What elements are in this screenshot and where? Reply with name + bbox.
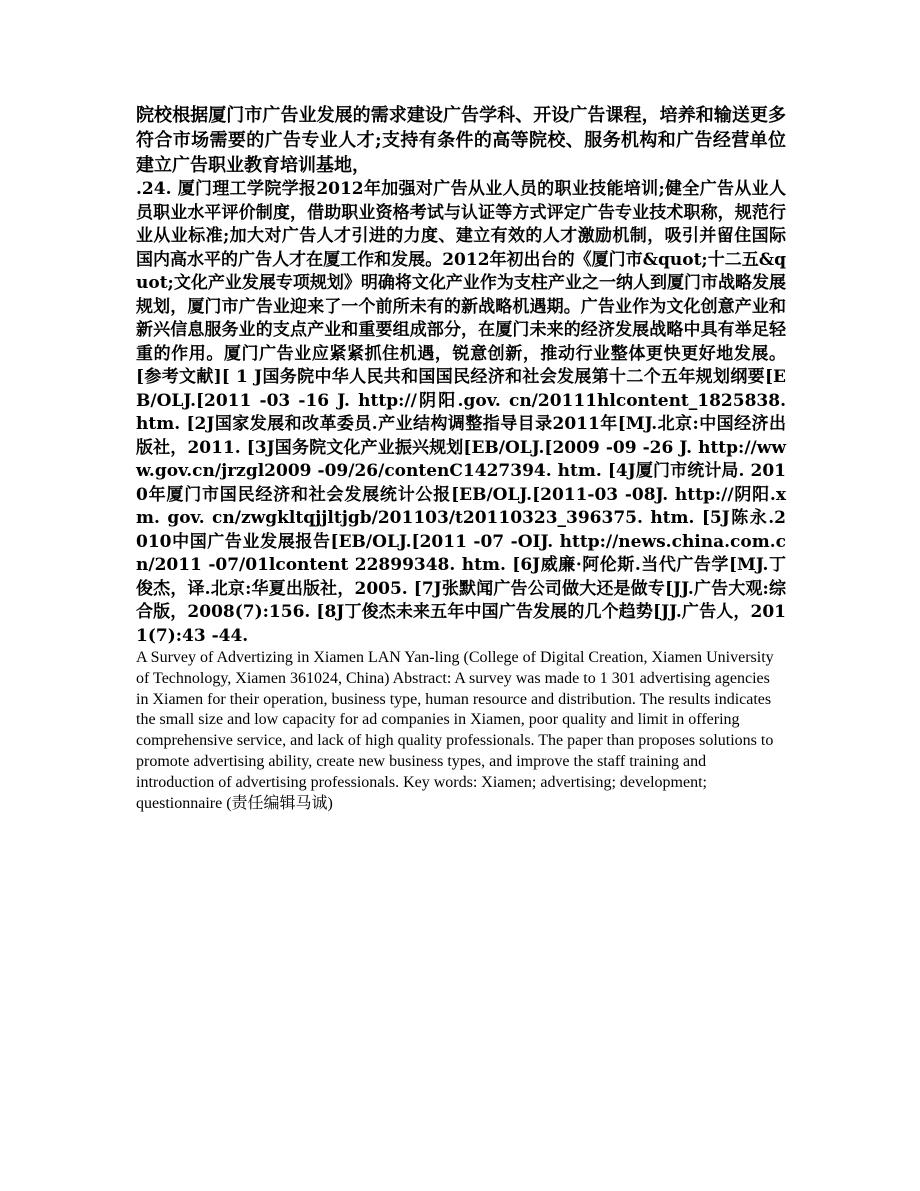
paragraph-conclusion-references-cn: .24. 厦门理工学院学报2012年加强对广告从业人员的职业技能培训;健全广告从业人员职业水平评价制度，借助职业资格考试与认证等方式评定广告专业技术职称，规范行业从业标准;加大对广告人才引进的力度、建立有效的人才激励机制，吸引并留住国际国内高水平的广告人才在厦工作和发展。2012年初出台的《厦门市&quot;十二五&quot;文化产业发展专项规划》明确将文化产业作为支柱产业之一纳人到厦门市战略发展规划，厦门市广告业迎来了一个前所未有的新战略机遇期。广告业作为文化创意产业和新兴信息服务业的支点产业和重要组成部分，在厦门未来的经济发展战略中具有举足轻重的作用。厦门广告业应紧紧抓住机遇，锐意创新，推动行业整体更快更好地发展。[参考文献][ 1 J国务院中华人民共和国国民经济和社会发展第十二个五年规划纲要[EB/OLJ.[2011 -03 -16 J. http://阴阳.gov. cn/20111hlcontent_1825838. htm. [2J国家发展和改革委员.产业结构调整指导目录2011年[MJ.北京:中国经济出版社，2011. [3J国务院文化产业振兴规划[EB/OLJ.[2009 -09 -26 J. http://www.gov.cn/jrzgl2009 -09/26/contenC1427394. htm. [4J厦门市统计局. 2010年厦门市国民经济和社会发展统计公报[EB/OLJ.[2011-03 -08J. http://阴阳.xm. gov. cn/zwgkltqjjltjgb/201103/t20110323_396375. htm. [5J陈永.2010中国广告业发展报告[EB/OLJ.[2011 -07 -OIJ. http://news.china.com.cn/2011 -07/01lcontent 22899348. htm. [6J威廉·阿伦斯.当代广告学[MJ.丁俊杰，译.北京:华夏出版社，2005. [7J张默闻广告公司做大还是做专[JJ.广告大观:综合版，2008(7):156. [8J丁俊杰未来五年中国广告发展的几个趋势[JJ.广告人，2011(7):43 -44. <box>136 179 786 646</box>
paragraph-recommendations: 院校根据厦门市广告业发展的需求建设广告学科、开设广告课程，培养和输送更多符合市场需要的广告专业人才;支持有条件的高等院校、服务机构和广告经营单位建立广告职业教育培训基地， <box>136 105 786 176</box>
paragraph-conclusion-references <box>136 178 786 814</box>
english-abstract: A Survey of Advertizing in Xiamen LAN Yan-ling (College of Digital Creation, Xiamen University of Technology, Xiamen 361024, China) Abstract: A survey was made to 1 301 advertising agencies in Xiamen for their operation, business type, human resource and distribution. The results indicates the small size and low capacity for ad companies in Xiamen, poor quality and limit in offering comprehensive service, and lack of high quality professionals. The paper than proposes solutions to promote advertising ability, create new business types, and improve the staff training and introduction of advertising professionals. Key words: Xiamen; advertising; development; questionnaire (责任编辑马诚) <box>136 649 774 812</box>
